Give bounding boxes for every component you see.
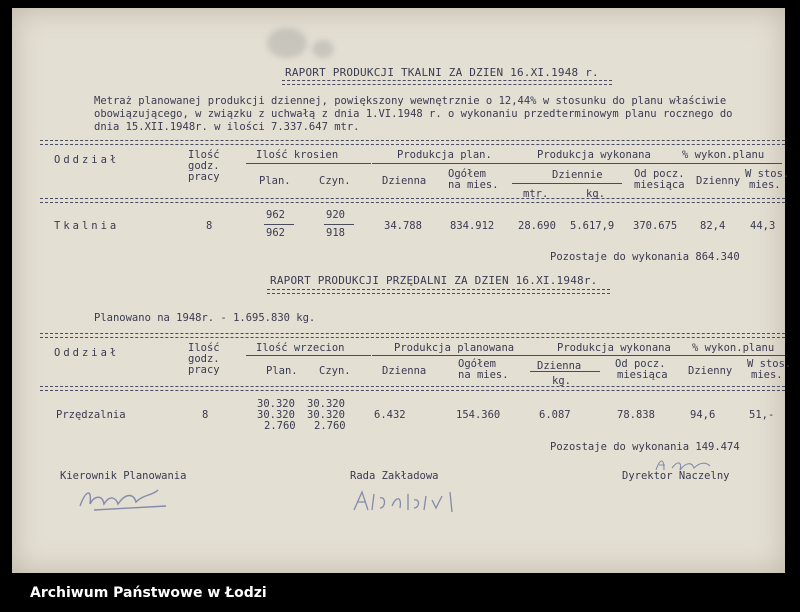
planowano: Planowano na 1948r. - 1.695.830 kg. <box>94 312 316 324</box>
document-page <box>12 8 792 573</box>
col-ogolem: Ogółem <box>448 168 486 180</box>
col-oddzial: Oddział <box>54 347 120 359</box>
row-godz: 8 <box>206 220 213 232</box>
sig-rada-label: Rada Zakładowa <box>350 470 439 482</box>
header-rule <box>246 355 371 356</box>
col-kg: kg. <box>586 188 605 200</box>
title-underline <box>282 80 612 85</box>
col-czyn: Czyn. <box>319 175 351 187</box>
row-czyn-top: 920 <box>326 209 345 221</box>
row-oddzial: Przędzalnia <box>56 409 126 421</box>
row-dzienna: 34.788 <box>384 220 422 232</box>
intro-line-2: obowiązującego, w związku z uchwałą z dnia 1.VI.1948 r. o wykonaniu przedterminowym planu rocznego do <box>94 108 733 120</box>
sig-dyrektor-label: Dyrektor Naczelny <box>622 470 730 482</box>
row-ogolem: 154.360 <box>456 409 501 421</box>
row-czyn-1: 30.320 <box>307 398 345 410</box>
table1-top-rule <box>40 140 785 145</box>
col-plan: Plan. <box>259 175 291 187</box>
row-oddzial: Tkalnia <box>54 220 120 232</box>
col-ilosc-wrzecion: Ilość wrzecion <box>256 342 345 354</box>
table2-header-rule <box>40 386 785 391</box>
row-plan-2: 30.320 <box>257 409 295 421</box>
col-ilosc: Ilość <box>188 342 220 354</box>
col-od-pocz: Od pocz. <box>634 168 685 180</box>
intro-line-3: dnia 15.XII.1948r. w ilości 7.337.647 mtr. <box>94 121 360 133</box>
col-od-pocz: Od pocz. <box>615 358 666 370</box>
col-miesiaca: miesiąca <box>617 369 668 381</box>
col-ilosc: Ilość <box>188 149 220 161</box>
col-ogolem: Ogółem <box>458 358 496 370</box>
col-na-mies: na mies. <box>448 179 499 191</box>
row-kg: 6.087 <box>539 409 571 421</box>
col-dzienny: Dzienny <box>696 175 741 187</box>
handwritten-initials-dyrektor <box>652 454 722 474</box>
col-pracy: pracy <box>188 171 220 183</box>
intro-line-1: Metraż planowanej produkcji dziennej, powiększony wewnętrznie o 12,44% w stosunku do planu właściwie <box>94 95 727 107</box>
row-czyn-2: 30.320 <box>307 409 345 421</box>
header-rule <box>530 371 600 372</box>
row-od-pocz: 78.838 <box>617 409 655 421</box>
col-na-mies: na mies. <box>458 369 509 381</box>
col-dziennie: Dziennie <box>552 169 603 181</box>
row-w-stos: 51,- <box>749 409 775 421</box>
stain <box>312 40 334 58</box>
col-mies: mies. <box>751 369 783 381</box>
col-dzienna: Dzienna <box>382 365 427 377</box>
sig-kierownik-label: Kierownik Planowania <box>60 470 187 482</box>
handwritten-signature-kierownik <box>74 484 174 516</box>
title-underline <box>267 289 610 294</box>
header-rule <box>502 163 682 164</box>
col-w-stos: W stos. <box>745 168 790 180</box>
col-produkcja-wykonana: Produkcja wykonana <box>557 342 671 354</box>
row-czyn-bottom: 918 <box>326 227 345 239</box>
row-godz: 8 <box>202 409 209 421</box>
row-ogolem: 834.912 <box>450 220 495 232</box>
row-dzienna: 6.432 <box>374 409 406 421</box>
col-pct-wykon: % wykon.planu <box>682 149 765 161</box>
row-kg: 5.617,9 <box>570 220 615 232</box>
header-rule <box>246 163 371 164</box>
col-dzienna: Dzienna <box>537 360 582 372</box>
col-mies: mies. <box>749 179 781 191</box>
archive-label: Archiwum Państwowe w Łodzi <box>30 585 267 601</box>
row-plan-3: 2.760 <box>264 420 296 432</box>
col-godz: godz. <box>188 353 220 365</box>
table1-header-rule <box>40 198 785 203</box>
report2-title: RAPORT PRODUKCJI PRZĘDALNI ZA DZIEN 16.XI.1948r. <box>270 274 598 287</box>
col-produkcja-planowana: Produkcja planowana <box>394 342 515 354</box>
col-dzienny: Dzienny <box>688 365 733 377</box>
row-dzienny: 94,6 <box>690 409 716 421</box>
header-rule <box>687 355 785 356</box>
header-rule <box>512 183 622 184</box>
col-plan: Plan. <box>266 365 298 377</box>
col-produkcja-wykonana: Produkcja wykonana <box>537 149 651 161</box>
header-rule <box>372 355 527 356</box>
archive-footer <box>0 573 800 612</box>
row-plan-1: 30.320 <box>257 398 295 410</box>
col-kg: kg. <box>552 375 571 387</box>
col-miesiaca: miesiąca <box>634 179 685 191</box>
fraction-rule <box>324 224 354 225</box>
col-pracy: pracy <box>188 364 220 376</box>
row-dzienny: 82,4 <box>700 220 726 232</box>
col-dzienna: Dzienna <box>382 175 427 187</box>
row-od-pocz: 370.675 <box>633 220 678 232</box>
report1-pozostaje: Pozostaje do wykonania 864.340 <box>550 251 740 263</box>
header-rule <box>527 355 687 356</box>
header-rule <box>682 163 782 164</box>
row-plan-bottom: 962 <box>266 227 285 239</box>
row-plan-top: 962 <box>266 209 285 221</box>
col-godz: godz. <box>188 160 220 172</box>
col-w-stos: W stos. <box>747 358 792 370</box>
col-pct-wykon: % wykon.planu <box>692 342 775 354</box>
col-oddzial: Oddział <box>54 154 120 166</box>
stain <box>267 28 307 58</box>
row-czyn-3: 2.760 <box>314 420 346 432</box>
report2-pozostaje: Pozostaje do wykonania 149.474 <box>550 441 740 453</box>
header-rule <box>372 163 502 164</box>
fraction-rule <box>264 224 294 225</box>
table2-top-rule <box>40 333 785 338</box>
row-w-stos: 44,3 <box>750 220 776 232</box>
handwritten-signature-rada <box>348 486 468 518</box>
col-czyn: Czyn. <box>319 365 351 377</box>
col-produkcja-plan: Produkcja plan. <box>397 149 492 161</box>
report1-title: RAPORT PRODUKCJI TKALNI ZA DZIEN 16.XI.1948 r. <box>285 66 599 79</box>
row-mtr: 28.690 <box>518 220 556 232</box>
col-ilosc-krosien: Ilość krosien <box>256 149 339 161</box>
col-mtr: mtr. <box>523 188 549 200</box>
